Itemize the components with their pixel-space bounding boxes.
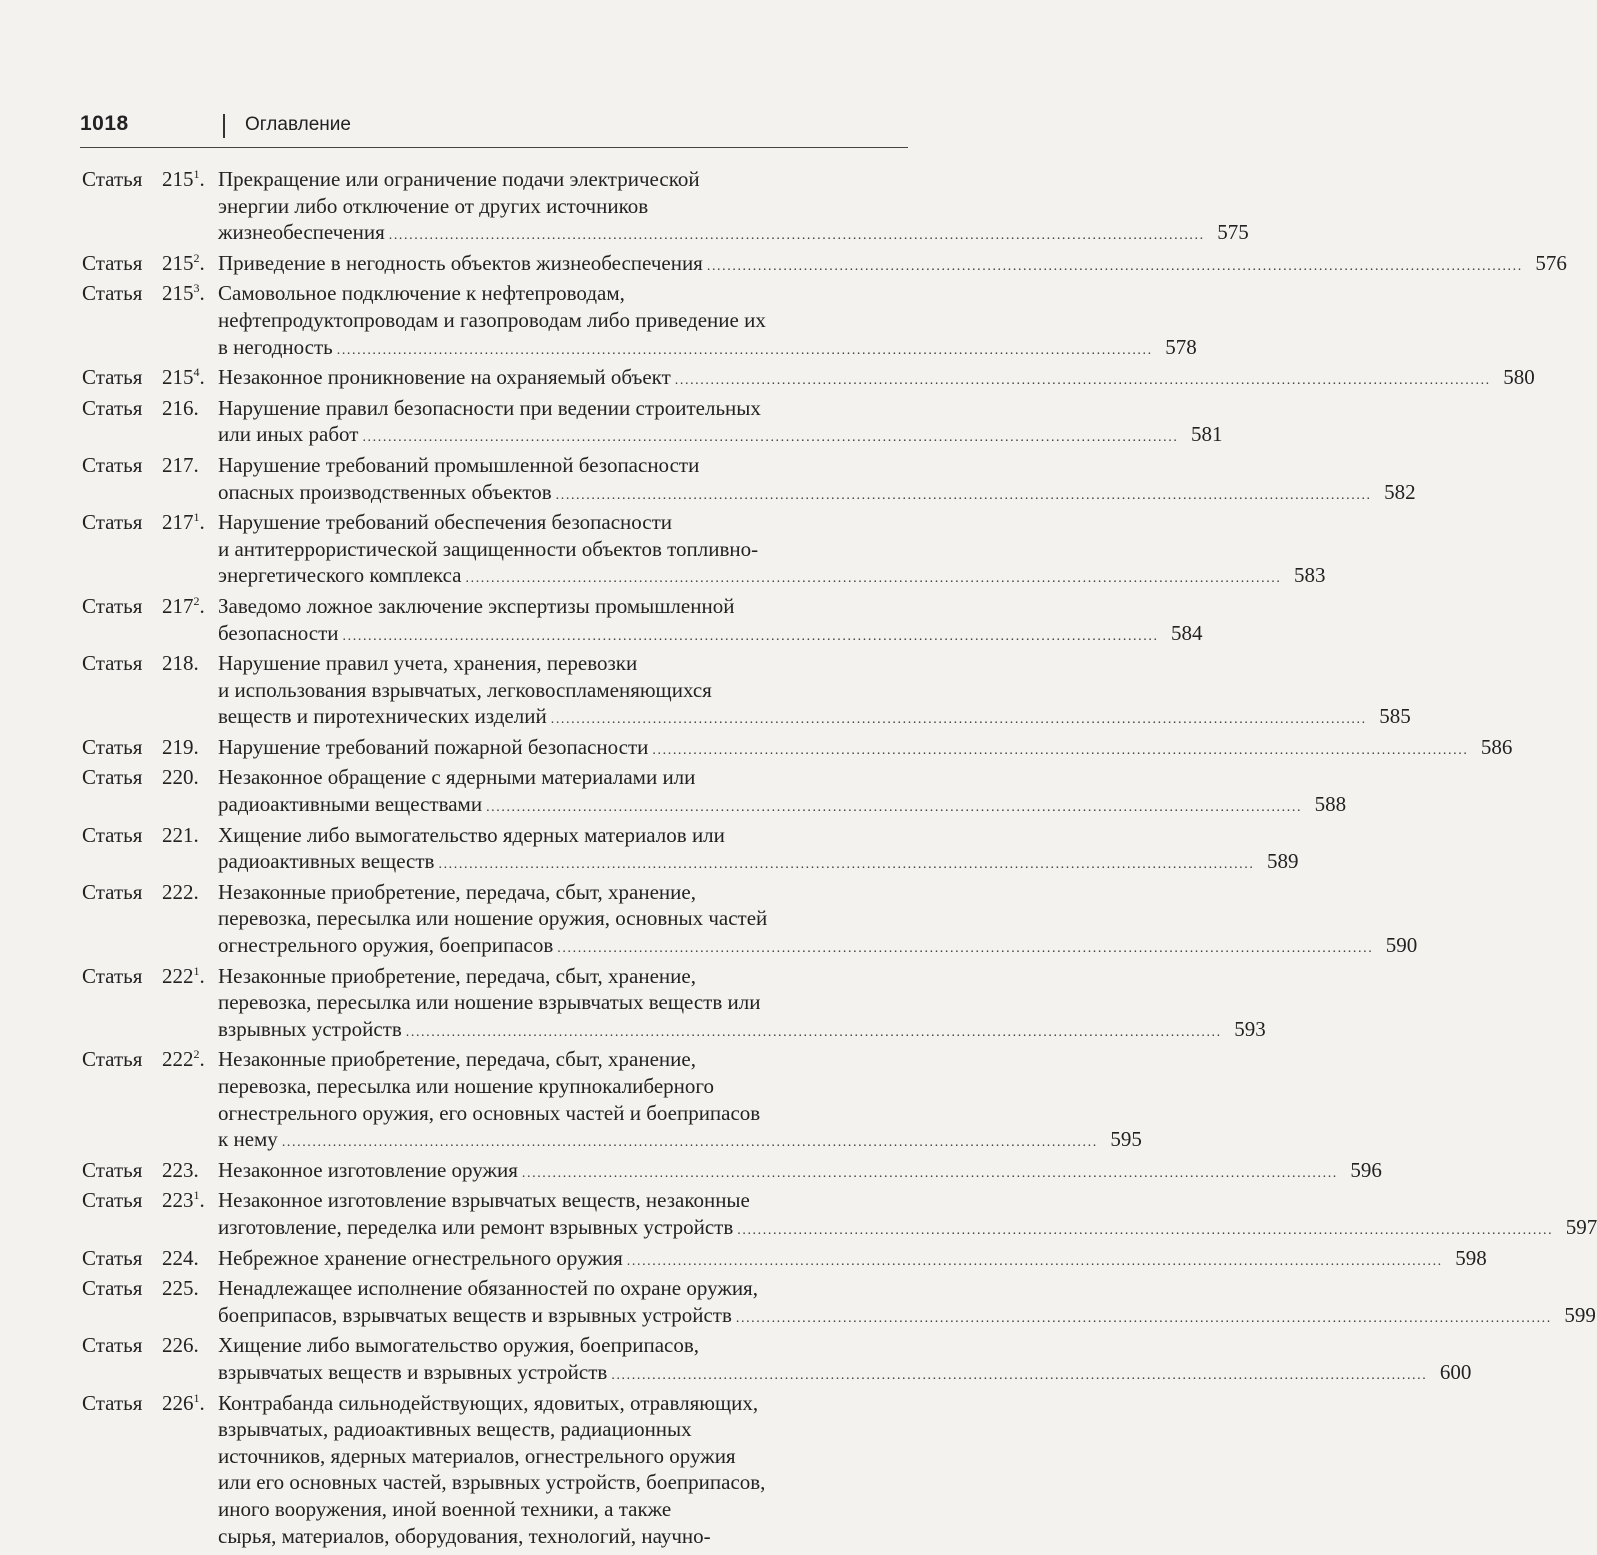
article-word: Статья [82, 395, 143, 420]
article-number: 217 [162, 593, 194, 618]
entry-title-line: Незаконные приобретение, передача, сбыт, хранение, [218, 879, 696, 904]
dot-leader: ................................................................................................................................................................ [342, 628, 1159, 644]
entry-last-line [218, 364, 1535, 395]
article-superscript: 1 [193, 1390, 200, 1405]
dot-leader: ................................................................................................................................................................ [486, 800, 1303, 816]
dot-leader: ................................................................................................................................................................ [626, 1253, 1443, 1269]
article-label [82, 822, 199, 849]
entry-title-line: веществ и пиротехнических изделий [218, 704, 547, 729]
article-punct: . [193, 1333, 199, 1358]
article-number: 217 [162, 510, 194, 535]
article-number: 216 [162, 395, 194, 420]
article-superscript: 4 [193, 365, 200, 380]
dot-leader: ................................................................................................................................................................ [336, 342, 1153, 358]
entry-last-line [218, 1126, 1142, 1157]
entry-page-number: 580 [1503, 365, 1535, 390]
entry-title-line: энергетического комплекса [218, 563, 462, 588]
article-label [82, 650, 199, 677]
toc-entry [80, 166, 1249, 250]
article-label [82, 1390, 205, 1417]
entry-page-number: 584 [1171, 620, 1203, 645]
article-punct: . [199, 593, 205, 618]
article-superscript: 1 [193, 167, 200, 181]
entry-last-line [218, 791, 1347, 822]
article-label [82, 1245, 199, 1272]
entry-title-line: Незаконные приобретение, передача, сбыт, хранение, [218, 963, 696, 988]
entry-title-line: Ненадлежащее исполнение обязанностей по охране оружия, [218, 1276, 758, 1301]
dot-leader: ................................................................................................................................................................ [405, 1024, 1222, 1040]
dot-leader: ................................................................................................................................................................ [388, 228, 1205, 244]
article-word: Статья [82, 651, 143, 676]
article-punct: . [193, 1157, 199, 1182]
article-word: Статья [82, 822, 143, 847]
entry-title-line: Хищение либо вымогательство оружия, боеприпасов, [218, 1333, 700, 1358]
entry-title-line: Незаконное изготовление взрывчатых веществ, незаконные [218, 1188, 750, 1213]
entry-title-line: или его основных частей, взрывных устройств, боеприпасов, [218, 1470, 766, 1495]
article-label [82, 963, 205, 990]
entry-title-line: радиоактивных веществ [218, 849, 435, 874]
entry-title-line: и использования взрывчатых, легковоспламеняющихся [218, 677, 712, 702]
article-superscript: 3 [193, 281, 200, 296]
article-punct: . [193, 734, 199, 759]
article-superscript: 2 [193, 1047, 200, 1062]
article-superscript: 2 [193, 593, 200, 608]
article-number: 222 [162, 1047, 194, 1072]
entry-page-number: 581 [1190, 422, 1223, 447]
entry-title-line: и антитеррористической защищенности объектов топливно- [218, 536, 759, 561]
article-word: Статья [82, 167, 143, 191]
entry-last-line [218, 734, 1513, 765]
toc-entry [80, 650, 1411, 734]
entry-title-line: Заведомо ложное заключение экспертизы промышленной [218, 593, 735, 618]
article-word: Статья [82, 879, 143, 904]
article-punct: . [193, 1276, 199, 1301]
entry-title-line: Нарушение требований промышленной безопасности [218, 452, 700, 477]
article-punct: . [193, 765, 199, 790]
article-word: Статья [82, 734, 143, 759]
entry-title-line: радиоактивными веществами [218, 792, 483, 817]
article-label [82, 509, 205, 536]
article-label [82, 452, 199, 479]
article-punct: . [199, 963, 205, 988]
entry-title-line: взрывчатых веществ и взрывных устройств [218, 1359, 608, 1384]
article-number: 223 [162, 1188, 194, 1213]
article-word: Статья [82, 1188, 143, 1213]
entry-last-line [218, 1245, 1487, 1276]
entry-last-line [218, 1157, 1382, 1188]
entry-page-number: 593 [1234, 1016, 1266, 1041]
article-word: Статья [82, 452, 143, 477]
entry-title-line: иного вооружения, иной военной техники, а также [218, 1496, 672, 1521]
entry-title-line: Нарушение требований обеспечения безопасности [218, 510, 673, 535]
toc-entry [80, 764, 1347, 821]
toc-entry [80, 1157, 1382, 1188]
running-header [80, 112, 908, 144]
article-label [82, 734, 199, 761]
entry-page-number: 578 [1165, 334, 1197, 359]
header-title: Оглавление [245, 114, 351, 135]
article-number: 225 [162, 1276, 194, 1301]
article-punct: . [199, 510, 205, 535]
entry-page-number: 596 [1350, 1157, 1382, 1182]
article-punct: . [199, 1047, 205, 1072]
toc-entry [80, 734, 1513, 765]
article-punct: . [199, 281, 205, 306]
entry-title-line: нефтепродуктопроводам и газопроводам либо приведение их [218, 307, 766, 332]
toc-entry [80, 364, 1535, 395]
dot-leader: ................................................................................................................................................................ [735, 1310, 1552, 1326]
article-word: Статья [82, 1245, 143, 1270]
entry-page-number: 576 [1535, 250, 1567, 275]
entry-title-line: энергии либо отключение от других источников [218, 193, 649, 218]
entry-title-line: источников, ядерных материалов, огнестрельного оружия [218, 1443, 736, 1468]
entry-title-line: сырья, материалов, оборудования, технологий, научно- [218, 1523, 711, 1548]
article-punct: . [193, 822, 199, 847]
entry-title-line: огнестрельного оружия, боеприпасов [218, 933, 554, 958]
table-of-contents [80, 166, 1597, 1549]
article-superscript: 2 [193, 250, 200, 265]
dot-leader: ................................................................................................................................................................ [737, 1222, 1554, 1238]
entry-title-line: Нарушение правил учета, хранения, перевозки [218, 651, 638, 676]
entry-title-line: перевозка, пересылка или ношение крупнокалиберного [218, 1074, 714, 1098]
article-punct: . [193, 1245, 199, 1270]
toc-entry [80, 280, 1197, 364]
toc-entry [80, 509, 1326, 593]
entry-page-number: 586 [1480, 734, 1513, 759]
page-number: 1018 [80, 112, 129, 135]
entry-last-line [218, 703, 1411, 734]
toc-entry [80, 1275, 1596, 1332]
entry-page-number: 583 [1294, 563, 1326, 588]
article-number: 215 [162, 167, 194, 191]
article-label [82, 250, 205, 277]
article-word: Статья [82, 510, 143, 535]
toc-entry [80, 452, 1416, 509]
article-label [82, 364, 205, 391]
article-number: 219 [162, 734, 194, 759]
article-number: 215 [162, 281, 194, 306]
article-punct: . [199, 250, 205, 275]
article-word: Статья [82, 1157, 143, 1182]
article-label [82, 764, 199, 791]
entry-page-number: 589 [1266, 849, 1299, 874]
entry-title-line: Незаконное изготовление оружия [218, 1157, 518, 1182]
entry-page-number: 598 [1455, 1245, 1487, 1270]
entry-page-number: 590 [1385, 933, 1418, 958]
entry-title-line: взрывчатых, радиоактивных веществ, радиационных [218, 1417, 692, 1442]
entry-title-line: Небрежное хранение огнестрельного оружия [218, 1245, 623, 1270]
entry-title-line: Приведение в негодность объектов жизнеобеспечения [218, 250, 703, 275]
entry-title-line: к нему [218, 1127, 278, 1152]
entry-title-line: жизнеобеспечения [218, 220, 385, 245]
dot-leader: ................................................................................................................................................................ [465, 571, 1282, 587]
article-label [82, 593, 205, 620]
article-label [82, 1275, 199, 1302]
entry-title-line: перевозка, пересылка или ношение оружия, основных частей [218, 906, 768, 931]
entry-title-line: Незаконное проникновение на охраняемый объект [218, 365, 671, 390]
entry-last-line [218, 1214, 1597, 1245]
dot-leader: ................................................................................................................................................................ [521, 1165, 1338, 1181]
article-number: 218 [162, 651, 194, 676]
toc-entry [80, 1332, 1472, 1389]
article-number: 220 [162, 765, 194, 790]
article-label [82, 1046, 205, 1073]
entry-last-line [218, 1359, 1472, 1390]
article-number: 221 [162, 822, 194, 847]
entry-page-number: 597 [1565, 1214, 1597, 1239]
article-label [82, 166, 205, 193]
article-word: Статья [82, 593, 143, 618]
entry-title-line: Нарушение правил безопасности при ведении строительных [218, 395, 761, 420]
entry-last-line [218, 1302, 1596, 1333]
entry-page-number: 595 [1110, 1127, 1142, 1152]
toc-entry [80, 395, 1223, 452]
dot-leader: ................................................................................................................................................................ [281, 1135, 1098, 1151]
article-label [82, 1187, 205, 1214]
article-number: 222 [162, 879, 194, 904]
entry-last-line [218, 421, 1223, 452]
article-superscript: 1 [193, 963, 200, 978]
toc-entry [80, 1245, 1487, 1276]
toc-entry [80, 1390, 910, 1550]
dot-leader: ................................................................................................................................................................ [555, 487, 1372, 503]
entry-page-number: 582 [1384, 479, 1416, 504]
article-number: 223 [162, 1157, 194, 1182]
article-label [82, 280, 205, 307]
article-label [82, 1157, 199, 1184]
article-punct: . [199, 167, 205, 191]
article-word: Статья [82, 1047, 143, 1072]
entry-last-line [218, 334, 1197, 365]
entry-page-number: 575 [1217, 220, 1249, 245]
article-word: Статья [82, 1276, 143, 1301]
article-label [82, 395, 199, 422]
entry-last-line [218, 479, 1416, 510]
dot-leader: ................................................................................................................................................................ [652, 742, 1469, 758]
toc-entry [80, 250, 1567, 281]
dot-leader: ................................................................................................................................................................ [674, 373, 1491, 389]
entry-title-line: Незаконное обращение с ядерными материалами или [218, 765, 696, 790]
article-punct: . [193, 395, 199, 420]
article-superscript: 1 [193, 1188, 200, 1203]
article-punct: . [199, 365, 205, 390]
article-word: Статья [82, 250, 143, 275]
entry-page-number: 585 [1379, 704, 1411, 729]
header-rule [80, 147, 908, 148]
entry-title-line: перевозка, пересылка или ношение взрывчатых веществ или [218, 990, 761, 1015]
article-punct: . [199, 1390, 205, 1415]
toc-entry [80, 879, 1418, 963]
entry-page-number: 600 [1439, 1359, 1472, 1384]
entry-title-line: Незаконные приобретение, передача, сбыт, хранение, [218, 1047, 696, 1072]
article-word: Статья [82, 1333, 143, 1358]
entry-title-line: изготовление, переделка или ремонт взрывных устройств [218, 1214, 734, 1239]
entry-title-line: Нарушение требований пожарной безопасности [218, 734, 649, 759]
article-label [82, 879, 199, 906]
dot-leader: ................................................................................................................................................................ [438, 857, 1255, 873]
entry-title-line: Контрабанда сильнодействующих, ядовитых, отравляющих, [218, 1390, 759, 1415]
entry-title-line: опасных производственных объектов [218, 479, 552, 504]
article-superscript: 1 [193, 510, 200, 525]
entry-last-line [218, 848, 1299, 879]
toc-entry [80, 1046, 1142, 1156]
entry-title-line: в негодность [218, 334, 333, 359]
article-number: 226 [162, 1333, 194, 1358]
dot-leader: ................................................................................................................................................................ [706, 258, 1523, 274]
entry-title-line: Хищение либо вымогательство ядерных материалов или [218, 822, 725, 847]
article-punct: . [193, 879, 199, 904]
dot-leader: ................................................................................................................................................................ [362, 430, 1179, 446]
entry-last-line [218, 1016, 1266, 1047]
dot-leader: ................................................................................................................................................................ [557, 941, 1374, 957]
entry-title-line: Самовольное подключение к нефтепроводам, [218, 281, 625, 306]
dot-leader: ................................................................................................................................................................ [611, 1367, 1428, 1383]
entry-title-line: взрывных устройств [218, 1016, 402, 1041]
entry-title-line: боеприпасов, взрывчатых веществ и взрывных устройств [218, 1302, 732, 1327]
entry-page-number: 599 [1564, 1302, 1596, 1327]
dot-leader: ................................................................................................................................................................ [550, 712, 1367, 728]
entry-last-line [218, 620, 1203, 651]
entry-title-line: Прекращение или ограничение подачи электрической [218, 167, 700, 191]
entry-page-number: 588 [1314, 792, 1347, 817]
entry-title-line: огнестрельного оружия, его основных частей и боеприпасов [218, 1100, 761, 1125]
article-number: 226 [162, 1390, 194, 1415]
toc-entry [80, 822, 1299, 879]
article-word: Статья [82, 1390, 143, 1415]
entry-title-line: безопасности [218, 620, 339, 645]
entry-last-line [218, 562, 1326, 593]
article-label [82, 1332, 199, 1359]
article-punct: . [199, 1188, 205, 1213]
entry-last-line [218, 219, 1249, 250]
article-number: 215 [162, 250, 194, 275]
header-separator [223, 114, 225, 138]
article-number: 222 [162, 963, 194, 988]
article-word: Статья [82, 281, 143, 306]
article-word: Статья [82, 963, 143, 988]
article-word: Статья [82, 365, 143, 390]
toc-entry [80, 593, 1203, 650]
article-punct: . [193, 651, 199, 676]
article-word: Статья [82, 765, 143, 790]
article-number: 215 [162, 365, 194, 390]
entry-title-line: или иных работ [218, 422, 359, 447]
entry-last-line [218, 932, 1418, 963]
toc-entry [80, 1187, 1597, 1244]
toc-entry [80, 963, 1266, 1047]
article-number: 217 [162, 452, 194, 477]
article-number: 224 [162, 1245, 194, 1270]
article-punct: . [193, 452, 199, 477]
entry-last-line [218, 250, 1567, 281]
